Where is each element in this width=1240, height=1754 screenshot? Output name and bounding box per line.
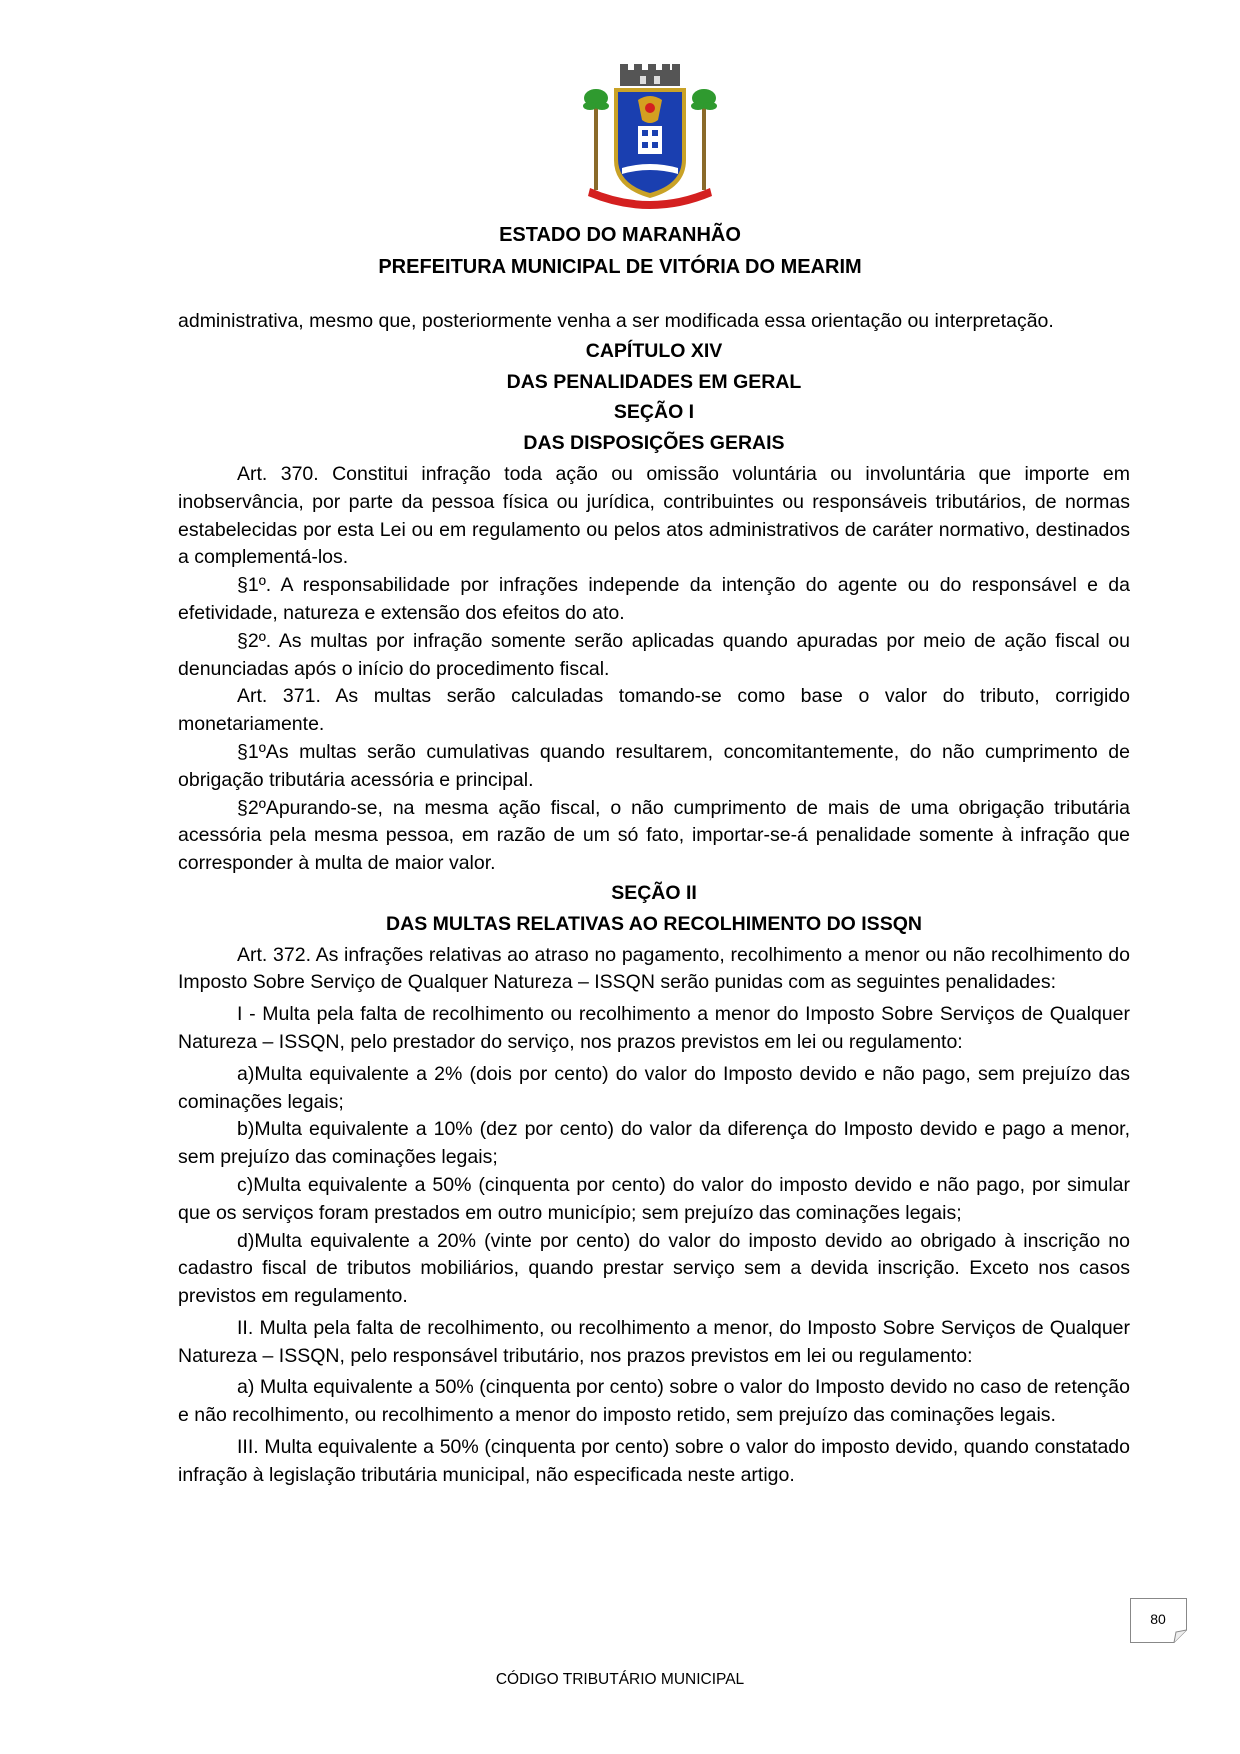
chapter-heading: CAPÍTULO XIV (585, 339, 723, 362)
paragraph: administrativa, mesmo que, posteriormente venha a ser modificada essa orientação ou interpretação. (178, 310, 1054, 332)
document-body (178, 308, 1130, 1490)
article-370-paragraph-2: §2º. As multas por infração somente serão aplicadas quando apuradas por meio de ação fiscal ou denunciadas após o início do procedimento fiscal. (178, 629, 1130, 680)
page-number-box (1130, 1598, 1190, 1644)
page-number: 80 (1150, 1611, 1166, 1627)
article-370: Art. 370. Constitui infração toda ação ou omissão voluntária ou involuntária que importe em inobservância, por parte da pessoa física ou jurídica, contribuintes ou responsáveis tributários, de normas estabelecidas por esta Lei ou em regulamento ou pelos atos administrativos de caráter normativo, destinados a complementá-los. (178, 462, 1130, 569)
article-370-paragraph-1: §1º. A responsabilidade por infrações independe da intenção do agente ou do responsável e da efetividade, natureza e extensão dos efeitos do ato. (178, 574, 1130, 624)
item-i-d: d)Multa equivalente a 20% (vinte por cento) do valor do imposto devido ao obrigado à inscrição no cadastro fiscal de tributos mobiliários, quando prestar serviço sem a devida inscrição. Exceto nos casos previstos em regulamento. (178, 1229, 1130, 1308)
right-palm-icon (691, 89, 717, 190)
section-title: DAS DISPOSIÇÕES GERAIS (523, 432, 785, 455)
article-371: Art. 371. As multas serão calculadas tomando-se como base o valor do tributo, corrigido monetariamente. (178, 685, 1130, 736)
item-i-c: c)Multa equivalente a 50% (cinquenta por cento) do valor do imposto devido e não pago, por simular que os serviços foram prestados em outro município; sem prejuízo das cominações legais; (178, 1173, 1130, 1224)
municipality-heading: PREFEITURA MUNICIPAL DE VITÓRIA DO MEARIM (378, 256, 862, 278)
municipal-coat-of-arms (582, 64, 718, 214)
section-title: DAS MULTAS RELATIVAS AO RECOLHIMENTO DO ISSQN (386, 912, 922, 935)
article-371-paragraph-2: §2ºApurando-se, na mesma ação fiscal, o não cumprimento de mais de uma obrigação tributária acessória pela mesma pessoa, em razão de um só fato, importar-se-á penalidade somente à infração que corresponder à multa de maior valor. (178, 796, 1130, 875)
item-i: I - Multa pela falta de recolhimento ou recolhimento a menor do Imposto Sobre Serviços de Qualquer Natureza – ISSQN, pelo prestador do serviço, nos prazos previstos em lei ou regulamento: (178, 1003, 1130, 1053)
state-heading: ESTADO DO MARANHÃO (499, 224, 741, 246)
item-ii: II. Multa pela falta de recolhimento, ou recolhimento a menor, do Imposto Sobre Serviços de Qualquer Natureza – ISSQN, pelo responsável tributário, nos prazos previstos em lei ou regulamento: (178, 1316, 1130, 1367)
left-palm-icon (583, 89, 609, 190)
article-371-paragraph-1: §1ºAs multas serão cumulativas quando resultarem, concomitantemente, do não cumprimento de obrigação tributária acessória e principal. (178, 740, 1130, 791)
article-372: Art. 372. As infrações relativas ao atraso no pagamento, recolhimento a menor ou não recolhimento do Imposto Sobre Serviço de Qualquer Natureza – ISSQN serão punidas com as seguintes penalidades: (178, 943, 1130, 994)
section-heading: SEÇÃO II (611, 881, 697, 904)
footer-title: CÓDIGO TRIBUTÁRIO MUNICIPAL (495, 1671, 745, 1688)
chapter-title: DAS PENALIDADES EM GERAL (506, 370, 802, 393)
item-i-a: a)Multa equivalente a 2% (dois por cento) do valor do Imposto devido e não pago, sem prejuízo das cominações legais; (178, 1062, 1130, 1113)
item-iii: III. Multa equivalente a 50% (cinquenta por cento) sobre o valor do imposto devido, quando constatado infração à legislação tributária municipal, não especificada neste artigo. (178, 1436, 1130, 1486)
item-ii-a: a) Multa equivalente a 50% (cinquenta por cento) sobre o valor do Imposto devido no caso de retenção e não recolhimento, ou recolhimento a menor do imposto retido, sem prejuízo das cominações legais. (178, 1376, 1130, 1427)
section-heading: SEÇÃO I (613, 401, 695, 424)
shield-icon (614, 88, 686, 198)
mural-crown-icon (620, 64, 680, 86)
item-i-b: b)Multa equivalente a 10% (dez por cento) do valor da diferença do Imposto devido e pago a menor, sem prejuízo das cominações legais; (178, 1118, 1130, 1169)
